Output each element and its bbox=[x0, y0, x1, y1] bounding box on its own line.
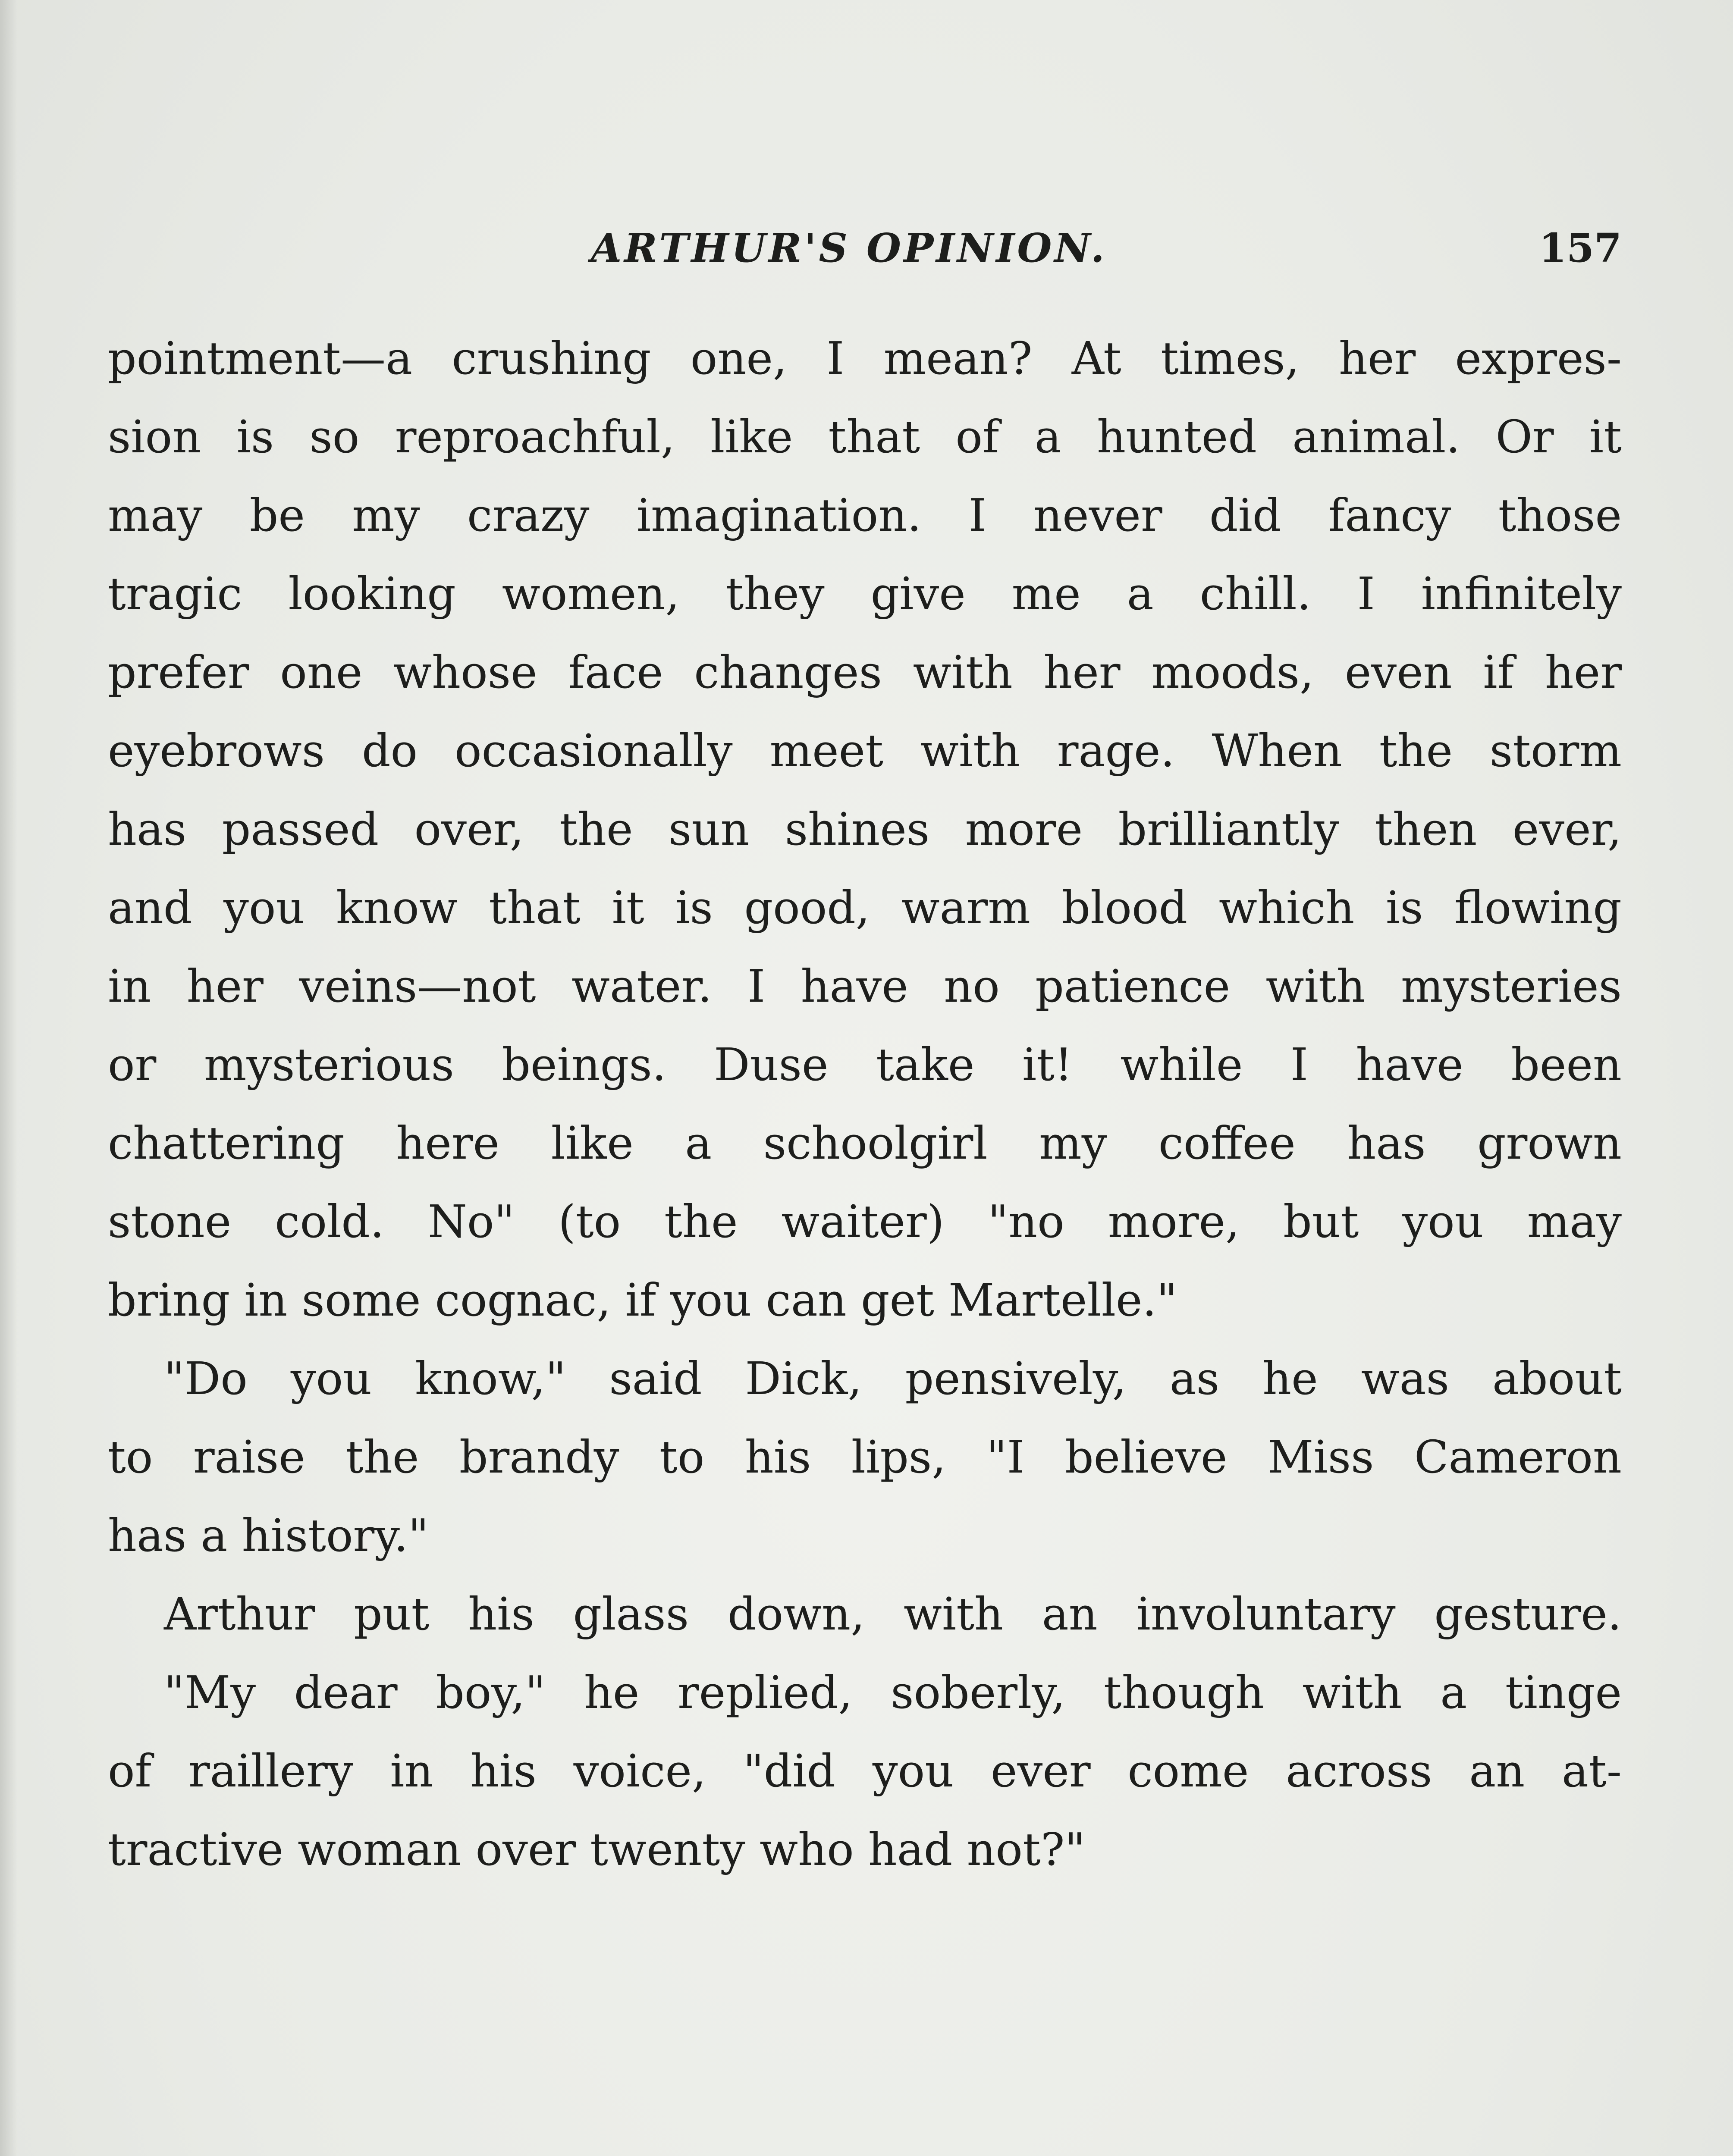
text-line: tractive woman over twenty who had not?" bbox=[108, 1823, 1086, 1876]
text-line: may be my crazy imagination. I never did fancy those bbox=[108, 489, 1622, 542]
text-line: and you know that it is good, warm blood which is flowing bbox=[108, 881, 1622, 934]
text-line: has passed over, the sun shines more brilliantly then ever, bbox=[108, 803, 1622, 856]
text-line: eyebrows do occasionally meet with rage. When the storm bbox=[108, 724, 1622, 777]
text-line: chattering here like a schoolgirl my coffee has grown bbox=[108, 1117, 1622, 1169]
text-line: prefer one whose face changes with her moods, even if her bbox=[108, 646, 1622, 699]
text-line: to raise the brandy to his lips, "I believe Miss Cameron bbox=[108, 1431, 1622, 1483]
text-line: in her veins—not water. I have no patience with mysteries bbox=[108, 960, 1622, 1012]
text-line: tragic looking women, they give me a chill. I infinitely bbox=[108, 567, 1622, 620]
text-line: of raillery in his voice, "did you ever come across an at- bbox=[108, 1745, 1622, 1797]
page-number: 157 bbox=[1538, 225, 1622, 271]
text-line: has a history." bbox=[108, 1509, 429, 1562]
running-title: ARTHUR'S OPINION. bbox=[591, 225, 1107, 271]
text-line: or mysterious beings. Duse take it! while I have been bbox=[108, 1038, 1622, 1091]
text-line: sion is so reproachful, like that of a hunted animal. Or it bbox=[108, 411, 1622, 463]
body-text bbox=[108, 319, 1622, 1889]
gutter-shadow bbox=[0, 0, 17, 2156]
text-line: bring in some cognac, if you can get Martelle." bbox=[108, 1274, 1177, 1326]
text-line: "Do you know," said Dick, pensively, as he was about bbox=[164, 1352, 1622, 1405]
text-line: Arthur put his glass down, with an involuntary gesture. bbox=[164, 1588, 1622, 1640]
text-line: stone cold. No" (to the waiter) "no more, but you may bbox=[108, 1195, 1622, 1248]
running-head bbox=[108, 216, 1622, 280]
text-line: "My dear boy," he replied, soberly, though with a tinge bbox=[164, 1666, 1622, 1719]
text-line: pointment—a crushing one, I mean? At times, her expres- bbox=[108, 332, 1622, 385]
